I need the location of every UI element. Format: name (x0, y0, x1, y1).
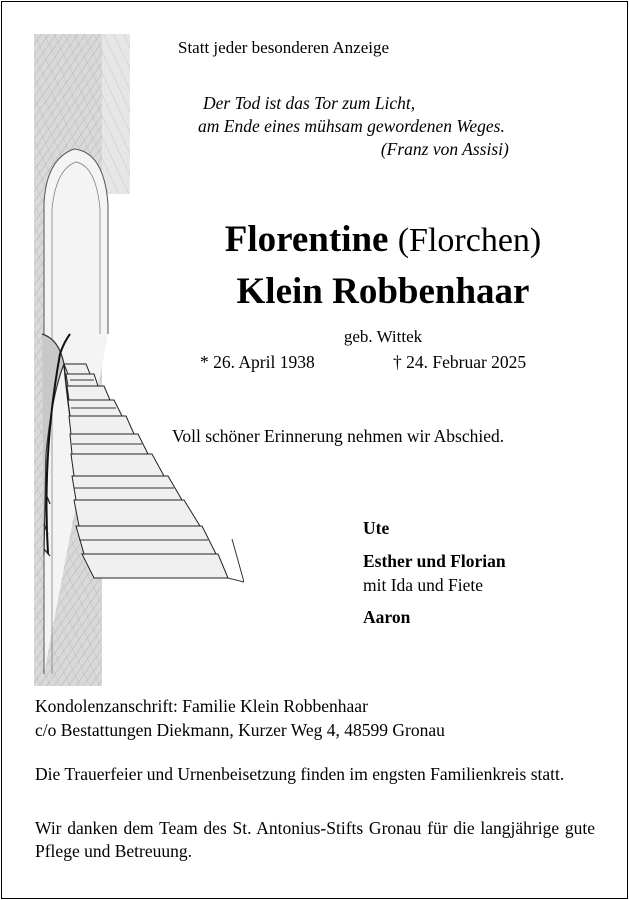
birth-date: * 26. April 1938 (200, 352, 315, 372)
address-line-1: Kondolenzanschrift: Familie Klein Robbenhaar (35, 696, 368, 716)
condolence-address (35, 694, 445, 742)
quote-line-2: am Ende eines mühsam gewordenen Weges. (198, 116, 505, 136)
thanks-text: Wir danken dem Team des St. Antonius-Stifts Gronau für die langjährige gute Pflege und Betreuung. (35, 818, 595, 861)
quote-source: (Franz von Assisi) (380, 139, 509, 159)
family-member-ute: Ute (363, 518, 390, 538)
farewell-text: Voll schöner Erinnerung nehmen wir Abschied. (172, 426, 505, 446)
deceased-last-name: Klein Robbenhaar (236, 271, 530, 312)
death-date: † 24. Februar 2025 (393, 352, 527, 372)
quote-line-1: Der Tod ist das Tor zum Licht, (203, 93, 416, 113)
birth-name: geb. Wittek (343, 327, 423, 346)
family-member-esther-florian: Esther und Florian (363, 551, 506, 571)
deceased-first-name (150, 218, 616, 261)
address-line-2: c/o Bestattungen Diekmann, Kurzer Weg 4, 48599 Gronau (35, 720, 445, 740)
quote-block (198, 92, 509, 161)
family-member-aaron: Aaron (363, 607, 411, 627)
first-name: Florentine (224, 219, 389, 260)
nickname: (Florchen) (397, 222, 542, 259)
notice-header: Statt jeder besonderen Anzeige (178, 38, 390, 57)
funeral-info: Die Trauerfeier und Urnenbeisetzung finden im engsten Familienkreis statt. (35, 764, 565, 784)
family-member-grandchildren: mit Ida und Fiete (363, 575, 484, 595)
